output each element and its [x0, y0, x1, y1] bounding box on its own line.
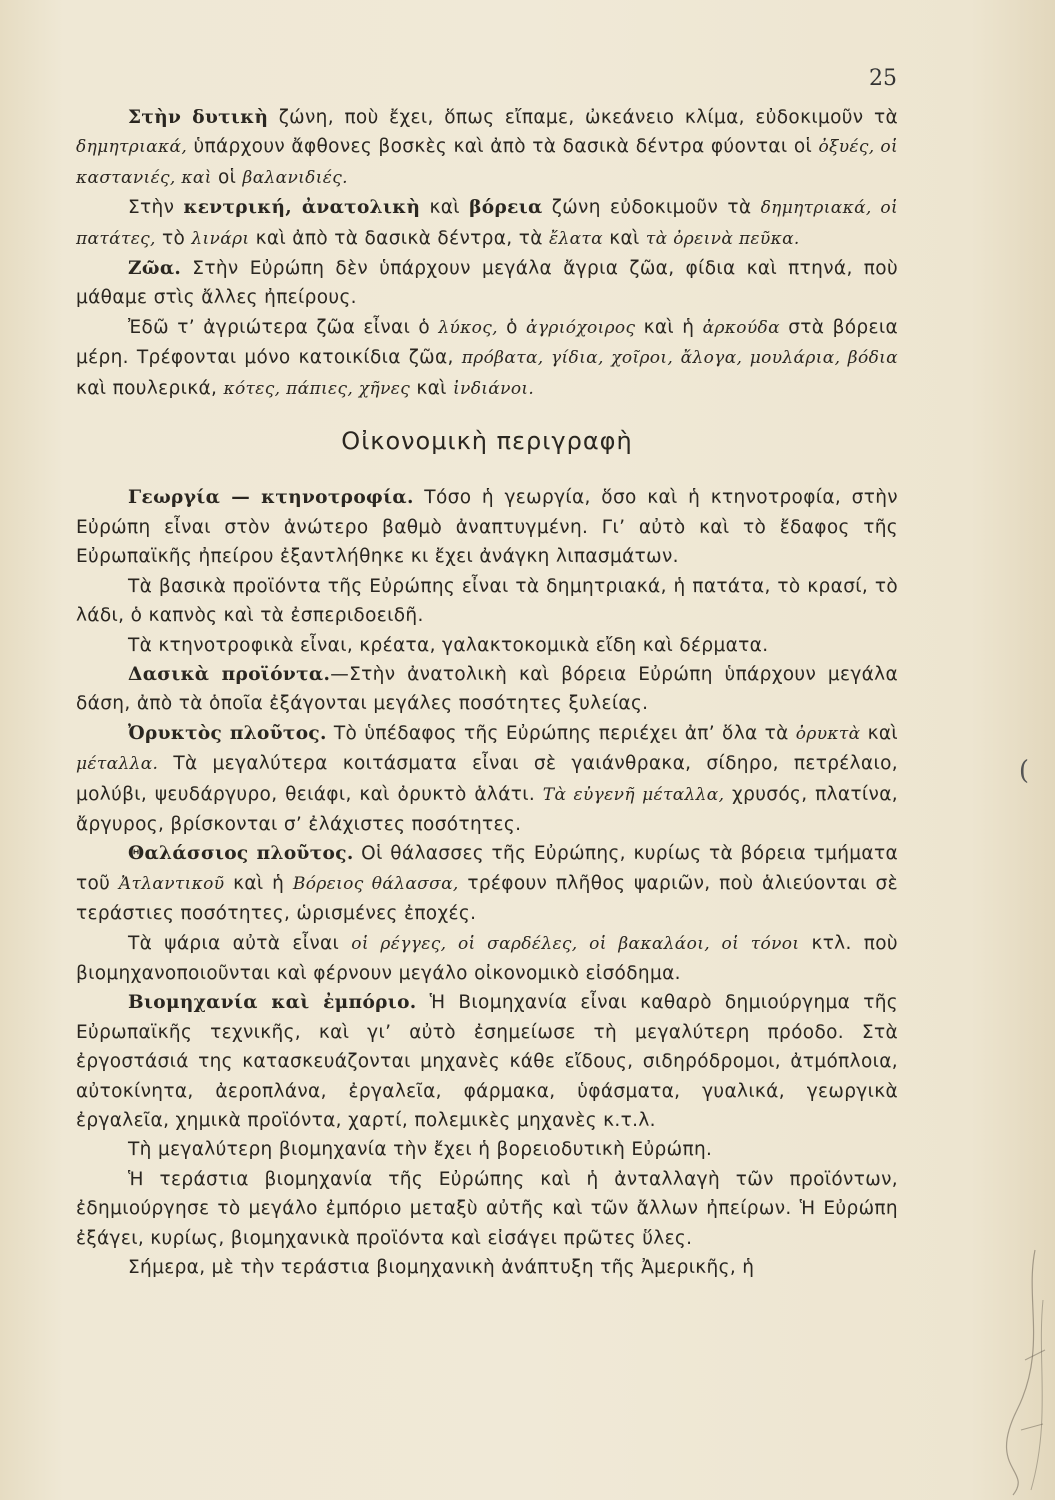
text-run: Τὰ ψάρια αὐτὰ εἶναι: [128, 932, 352, 954]
section-economy: [76, 483, 898, 1282]
italic-run: μέταλλα.: [76, 754, 159, 775]
body-text: [76, 103, 898, 1282]
text-run: Ἐδῶ τ’ ἀγριώτερα ζῶα εἶναι ὁ: [128, 316, 439, 338]
bold-run: Ζῶα.: [128, 258, 182, 280]
italic-run: λύκος,: [438, 317, 498, 338]
italic-run: βαλανιδιές.: [242, 167, 348, 188]
section-flora-fauna: [76, 103, 898, 404]
text-run: ὑπάρχουν ἄφθονες βοσκὲς καὶ ἀπὸ τὰ δασικὰ δέντρα φύονται οἱ: [187, 136, 819, 158]
italic-run: κότες, πάπιες, χῆνες: [223, 378, 411, 399]
italic-run: λινάρι: [191, 228, 250, 249]
text-run: καὶ: [860, 722, 899, 744]
text-run: οἱ: [211, 166, 243, 188]
section-heading: Οἰκονομικὴ περιγραφὴ: [341, 427, 633, 456]
text-run: Ἡ Βιομηχανία εἶναι καθαρὸ δημιούργημα τῆς Εὐρωπαϊκῆς τεχνικῆς, καὶ γι’ αὐτὸ ἐσημείωσε τὴ μεγαλύτερη πρόοδο. Στὰ ἐργοστάσιά της κατασκευάζονται μηχανὲς κάθε εἴδους, σιδηρόδρομοι, ἀτμόπλοια, αὐτοκίνητα, ἀεροπλάνα, ἐργαλεῖα, φάρμακα, ὑφάσματα, γυαλικά, γεωργικὰ ἐργαλεῖα, χημικὰ προϊόντα, χαρτί, πολεμικὲς μηχανὲς κ.τ.λ.: [76, 992, 898, 1131]
paragraph: [76, 839, 898, 928]
paragraph: [76, 631, 898, 660]
italic-run: Ἀτλαντικοῦ: [118, 873, 225, 894]
text-run: καὶ πουλερικά,: [76, 377, 224, 399]
italic-run: ἀγριόχοιρος: [526, 317, 636, 338]
text-run: καὶ: [420, 197, 470, 219]
bold-run: Βιομηχανία καὶ ἐμπόριο.: [128, 992, 417, 1014]
bold-run: Δασικὰ προϊόντα.: [128, 663, 331, 685]
italic-run: δημητριακά, οἱ πατάτες,: [76, 198, 898, 249]
paragraph: [76, 719, 898, 840]
bold-run: Γεωργία — κτηνοτροφία.: [128, 487, 414, 509]
text-run: καὶ: [603, 227, 646, 249]
paragraph: [76, 572, 898, 631]
bold-run: Ὀρυκτὸς πλοῦτος.: [128, 722, 327, 744]
paragraph: [76, 103, 898, 193]
text-run: Τὰ μεγαλύτερα κοιτάσματα εἶναι σὲ γαιάνθρακα, σίδηρο, πετρέλαιο, μολύβι, ψευδάργυρο, θειάφι, καὶ ὀρυκτὸ ἁλάτι.: [76, 753, 898, 805]
paragraph: [76, 483, 898, 571]
text-run: Τὰ κτηνοτροφικὰ εἶναι, κρέατα, γαλακτοκομικὰ εἴδη καὶ δέρματα.: [128, 634, 769, 656]
text-run: καὶ ἡ: [224, 872, 293, 894]
text-run: Τὸ ὑπέδαφος τῆς Εὐρώπης περιέχει ἀπ’ ὅλα τὰ: [326, 722, 796, 744]
text-run: Στὴν Εὐρώπη δὲν ὑπάρχουν μεγάλα ἄγρια ζῶα, φίδια καὶ πτηνά, ποὺ μάθαμε στὶς ἄλλες ἠπείρους.: [76, 258, 898, 309]
bold-run: Στὴν δυτικὴ: [128, 107, 269, 128]
italic-run: ὀξυές, οἱ καστανιές, καὶ: [76, 137, 898, 188]
italic-run: τὰ ὀρεινὰ πεῦκα.: [645, 228, 800, 249]
text-run: Τόσο ἡ γεωργία, ὅσο καὶ ἡ κτηνοτροφία, στὴν Εὐρώπη εἶναι στὸν ἀνώτερο βαθμὸ ἀναπτυγμένη. Γι’ αὐτὸ καὶ τὸ ἔδαφος τῆς Εὐρωπαϊκῆς ἠπείρου ἐξαντλήθηκε κι ἔχει ἀνάγκη λιπασμάτων.: [76, 487, 898, 568]
text-run: κτλ. ποὺ βιομηχανοποιοῦνται καὶ φέρνουν μεγάλο οἰκονομικὸ εἰσόδημα.: [76, 932, 898, 984]
paragraph: [76, 254, 898, 313]
paragraph: [76, 988, 898, 1135]
text-run: Στὴν: [128, 197, 184, 219]
paragraph: [76, 1253, 898, 1282]
italic-run: πρόβατα, γίδια, χοῖροι, ἄλογα, μουλάρια, βόδια: [461, 348, 898, 369]
text-run: καὶ ἀπὸ τὰ δασικὰ δέντρα, τὰ: [249, 227, 549, 249]
page-number: 25: [869, 66, 897, 91]
margin-mark: (: [1018, 756, 1029, 786]
paragraph: [76, 193, 898, 254]
italic-run: ἰνδιάνοι.: [453, 378, 535, 399]
italic-run: δημητριακά,: [76, 137, 188, 158]
text-run: Οἱ θάλασσες τῆς Εὐρώπης, κυρίως τὰ βόρεια τμήματα τοῦ: [76, 843, 898, 894]
bold-run: κεντρική, ἀνατολικὴ: [183, 197, 421, 219]
paragraph: [76, 1165, 898, 1253]
paragraph: [76, 1135, 898, 1164]
text-run: Τὴ μεγαλύτερη βιομηχανία τὴν ἔχει ἡ βορειοδυτικὴ Εὐρώπη.: [128, 1139, 713, 1161]
paragraph: [76, 313, 898, 404]
text-run: τὸ: [155, 227, 192, 249]
paragraph: [76, 660, 898, 719]
text-run: Σήμερα, μὲ τὴν τεράστια βιομηχανικὴ ἀνάπτυξη τῆς Ἀμερικῆς, ἡ: [128, 1257, 755, 1279]
text-run: ζώνη, ποὺ ἔχει, ὅπως εἴπαμε, ὠκεάνειο κλίμα, εὐδοκιμοῦν τὰ: [268, 107, 899, 128]
text-run: τρέφουν πλῆθος ψαριῶν, ποὺ ἁλιεύονται σὲ τεράστιες ποσότητες, ὡρισμένες ἐποχές.: [76, 872, 898, 925]
bold-run: βόρεια: [469, 197, 543, 219]
text-run: Τὰ βασικὰ προϊόντα τῆς Εὐρώπης εἶναι τὰ δημητριακά, ἡ πατάτα, τὸ κρασί, τὸ λάδι, ὁ καπνὸς καὶ τὰ ἐσπεριδοειδῆ.: [76, 575, 898, 627]
italic-run: ἔλατα: [548, 228, 603, 249]
text-run: Ἡ τεράστια βιομηχανία τῆς Εὐρώπης καὶ ἡ ἀνταλλαγὴ τῶν προϊόντων, ἐδημιούργησε τὸ μεγάλο ἐμπόριο μεταξὺ αὐτῆς καὶ τῶν ἄλλων ἠπείρων. Ἡ Εὐρώπη ἐξάγει, κυρίως, βιομηχανικὰ προϊόντα καὶ εἰσάγει πρῶτες ὕλες.: [76, 1168, 898, 1249]
text-run: καὶ: [410, 377, 453, 399]
text-run: χρυσός, πλατίνα, ἄργυρος, βρίσκονται σ’ ἐλάχιστες ποσότητες.: [76, 783, 898, 835]
text-run: ὁ: [497, 316, 527, 338]
pencil-scribble: [995, 1240, 1055, 1500]
italic-run: Βόρειος θάλασσα,: [292, 873, 459, 894]
text-run: στὰ βόρεια μέρη. Τρέφονται μόνο κατοικίδια ζῶα,: [76, 316, 898, 369]
text-run: καὶ ἡ: [635, 316, 703, 338]
bold-run: Θαλάσσιος πλοῦτος.: [128, 843, 354, 865]
text-run: —Στὴν ἀνατολικὴ καὶ βόρεια Εὐρώπη ὑπάρχουν μεγάλα δάση, ἀπὸ τὰ ὁποῖα ἐξάγονται μεγάλες ποσότητες ξυλείας.: [76, 663, 899, 715]
text-run: ζώνη εὐδοκιμοῦν τὰ: [542, 197, 761, 219]
italic-run: ὀρυκτὰ: [795, 723, 861, 744]
paragraph: [76, 929, 898, 989]
italic-run: ἀρκούδα: [702, 317, 780, 338]
italic-run: οἱ ρέγγες, οἱ σαρδέλες, οἱ βακαλάοι, οἱ τόνοι: [351, 933, 800, 954]
italic-run: Τὰ εὐγενῆ μέταλλα,: [542, 784, 725, 805]
